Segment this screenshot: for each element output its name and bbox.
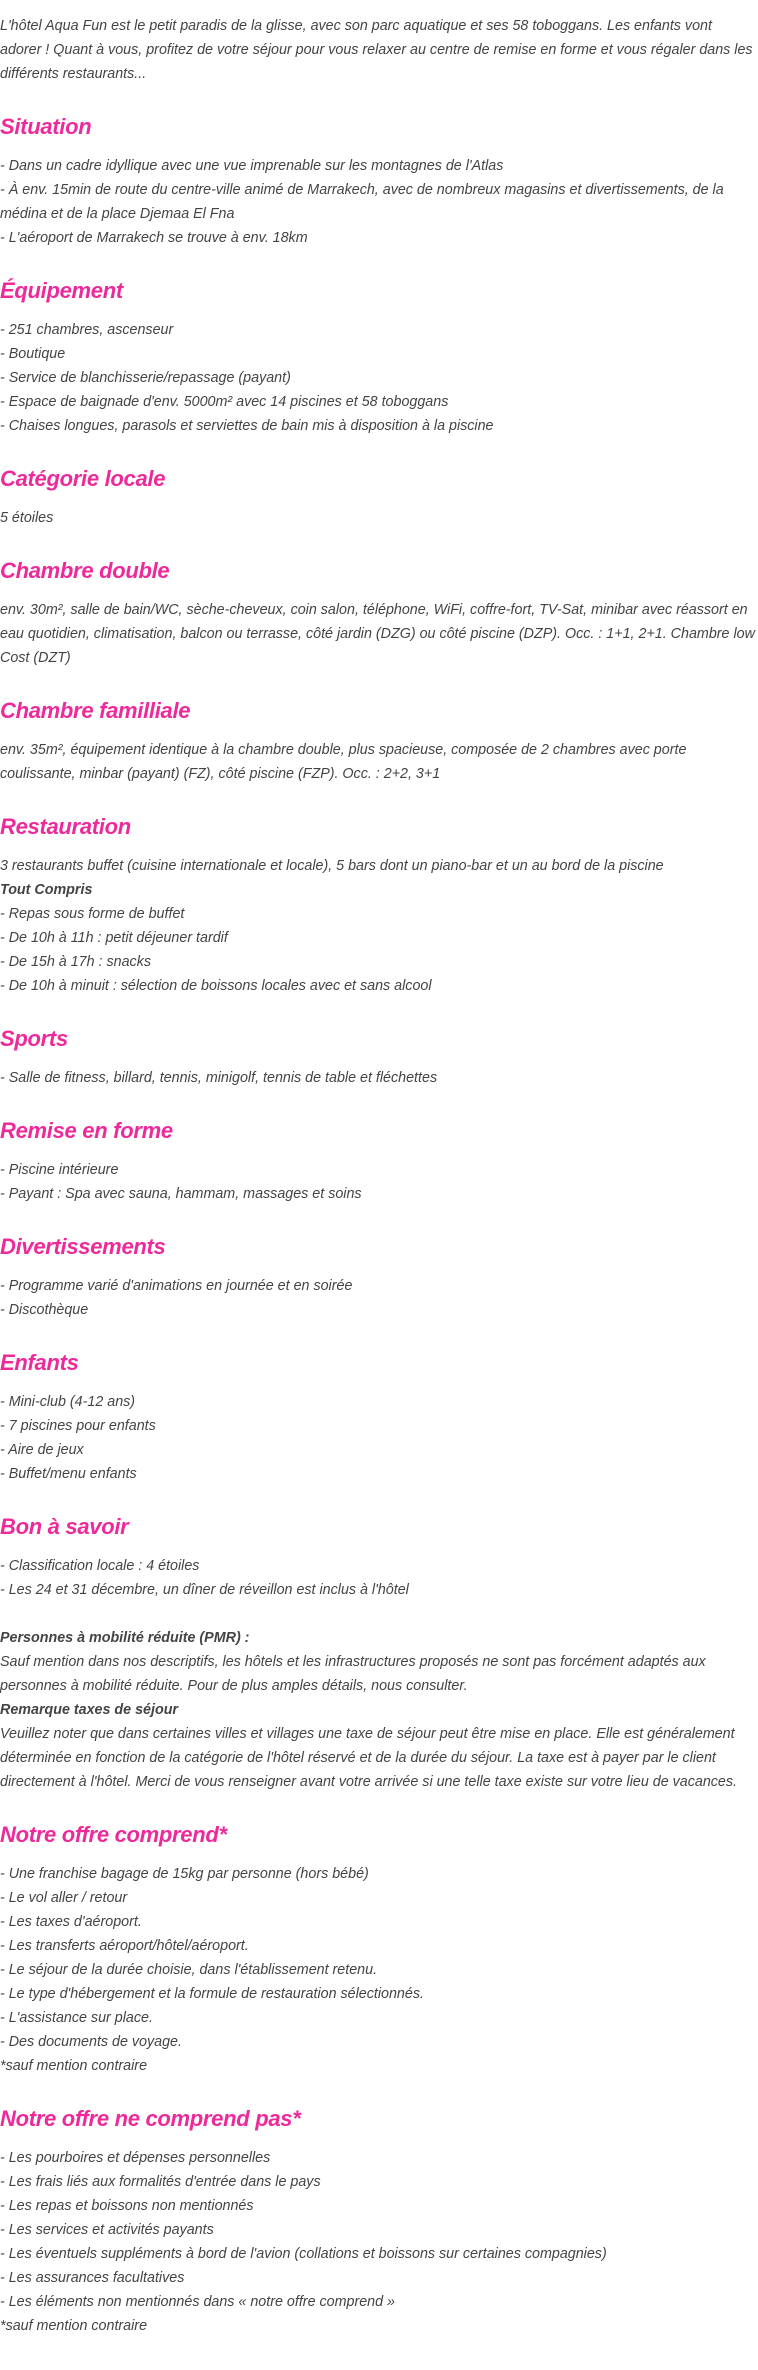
spacer — [0, 1602, 758, 1626]
section-body — [0, 738, 758, 786]
list-item: - Boutique — [0, 346, 66, 362]
list-item: - 7 piscines pour enfants — [0, 1418, 156, 1434]
list-item: - Service de blanchisserie/repassage (payant) — [0, 370, 291, 386]
list-item: - Aire de jeux — [0, 1442, 84, 1458]
list-item: - Le séjour de la durée choisie, dans l'établissement retenu. — [0, 1962, 378, 1978]
section-heading: Chambre double — [0, 558, 170, 583]
section-body — [0, 1390, 758, 1486]
list-item: - Une franchise bagage de 15kg par personne (hors bébé) — [0, 1866, 369, 1882]
list-item: - Le type d'hébergement et la formule de restauration sélectionnés. — [0, 1986, 424, 2002]
list-item: - Discothèque — [0, 1302, 89, 1318]
list-item: - À env. 15min de route du centre-ville animé de Marrakech, avec de nombreux magasins et divertissements, de la médina et de la place Djemaa El Fna — [0, 182, 724, 222]
list-item: - Dans un cadre idyllique avec une vue imprenable sur les montagnes de l'Atlas — [0, 158, 504, 174]
section-sports — [0, 1024, 758, 1090]
section-heading: Catégorie locale — [0, 466, 166, 491]
paragraph: Veuillez noter que dans certaines villes et villages une taxe de séjour peut être mise en place. Elle est généralement déterminée en fonction de la catégorie de l'hôtel réservé et de la durée du séjour. La taxe est à payer par le client directement à l'hôtel. Merci de vous renseigner avant votre arrivée si une telle taxe existe sur votre lieu de vacances. — [0, 1726, 738, 1790]
section-categorie-locale — [0, 464, 758, 530]
list-item: - Les services et activités payants — [0, 2222, 214, 2238]
subheading: Personnes à mobilité réduite (PMR) : — [0, 1630, 250, 1646]
list-item: - Les frais liés aux formalités d'entrée dans le pays — [0, 2174, 321, 2190]
paragraph: Sauf mention dans nos descriptifs, les hôtels et les infrastructures proposés ne sont pas forcément adaptés aux personnes à mobilité réduite. Pour de plus amples détails, nous consulter. — [0, 1654, 706, 1694]
section-heading: Notre offre comprend* — [0, 1822, 227, 1847]
list-item: - Les repas et boissons non mentionnés — [0, 2198, 254, 2214]
list-item: - Buffet/menu enfants — [0, 1466, 137, 1482]
list-item: - De 10h à minuit : sélection de boissons locales avec et sans alcool — [0, 978, 432, 994]
section-notre-offre-ne-comprend-pas — [0, 2104, 758, 2338]
subheading: Tout Compris — [0, 882, 93, 898]
section-bon-a-savoir — [0, 1512, 758, 1794]
list-item: - Repas sous forme de buffet — [0, 906, 185, 922]
list-item: - Des documents de voyage. — [0, 2034, 182, 2050]
list-item: - Les assurances facultatives — [0, 2270, 185, 2286]
section-heading: Divertissements — [0, 1234, 166, 1259]
section-enfants — [0, 1348, 758, 1486]
section-body — [0, 598, 758, 670]
list-item: - Les taxes d'aéroport. — [0, 1914, 142, 1930]
list-item: - De 15h à 17h : snacks — [0, 954, 151, 970]
section-heading: Notre offre ne comprend pas* — [0, 2106, 301, 2131]
list-item: - L'assistance sur place. — [0, 2010, 153, 2026]
list-item: - Payant : Spa avec sauna, hammam, massages et soins — [0, 1186, 362, 1202]
list-item: - De 10h à 11h : petit déjeuner tardif — [0, 930, 228, 946]
sections-container — [0, 112, 758, 2338]
section-body — [0, 1274, 758, 1322]
section-body — [0, 1066, 758, 1090]
section-heading: Sports — [0, 1026, 68, 1051]
section-heading: Enfants — [0, 1350, 79, 1375]
list-item: - L'aéroport de Marrakech se trouve à env. 18km — [0, 230, 308, 246]
section-body — [0, 154, 758, 250]
list-item: - Salle de fitness, billard, tennis, minigolf, tennis de table et fléchettes — [0, 1070, 438, 1086]
list-item: - Programme varié d'animations en journée et en soirée — [0, 1278, 353, 1294]
list-item: - Espace de baignade d'env. 5000m² avec 14 piscines et 58 toboggans — [0, 394, 449, 410]
list-item: - Chaises longues, parasols et serviettes de bain mis à disposition à la piscine — [0, 418, 494, 434]
list-item: - Les éventuels suppléments à bord de l'avion (collations et boissons sur certaines compagnies) — [0, 2246, 607, 2262]
paragraph: env. 35m², équipement identique à la chambre double, plus spacieuse, composée de 2 chambres avec porte coulissante, minbar (payant) (FZ), côté piscine (FZP). Occ. : 2+2, 3+1 — [0, 742, 687, 782]
section-divertissements — [0, 1232, 758, 1322]
section-situation — [0, 112, 758, 250]
list-item: - Classification locale : 4 étoiles — [0, 1558, 200, 1574]
list-item: - Le vol aller / retour — [0, 1890, 128, 1906]
section-heading: Bon à savoir — [0, 1514, 129, 1539]
section-body — [0, 1158, 758, 1206]
list-item: - 251 chambres, ascenseur — [0, 322, 174, 338]
section-body — [0, 1862, 758, 2078]
intro-text: L'hôtel Aqua Fun est le petit paradis de la glisse, avec son parc aquatique et ses 58 toboggans. Les enfants vont adorer ! Quant à vous, profitez de votre séjour pour vous relaxer au centre de remise en forme et vous régaler dans les différents restaurants... — [0, 18, 753, 82]
section-body — [0, 318, 758, 438]
list-item: - Les 24 et 31 décembre, un dîner de réveillon est inclus à l'hôtel — [0, 1582, 409, 1598]
section-heading: Équipement — [0, 278, 123, 303]
section-body — [0, 1554, 758, 1794]
list-item: - Mini-club (4-12 ans) — [0, 1394, 136, 1410]
section-body — [0, 854, 758, 998]
section-heading: Situation — [0, 114, 92, 139]
list-item: - Les pourboires et dépenses personnelles — [0, 2150, 271, 2166]
section-heading: Chambre familliale — [0, 698, 191, 723]
section-body — [0, 506, 758, 530]
paragraph: *sauf mention contraire — [0, 2318, 148, 2334]
section-notre-offre-comprend — [0, 1820, 758, 2078]
section-restauration — [0, 812, 758, 998]
section-chambre-double — [0, 556, 758, 670]
paragraph: env. 30m², salle de bain/WC, sèche-cheveux, coin salon, téléphone, WiFi, coffre-fort, TV-Sat, minibar avec réassort en eau quotidien, climatisation, balcon ou terrasse, côté jardin (DZG) ou côté piscine (DZP). Occ. : 1+1, 2+1. Chambre low Cost (DZT) — [0, 602, 755, 666]
list-item: - Les transferts aéroport/hôtel/aéroport. — [0, 1938, 249, 1954]
paragraph: 5 étoiles — [0, 510, 54, 526]
paragraph: 3 restaurants buffet (cuisine internationale et locale), 5 bars dont un piano-bar et un au bord de la piscine — [0, 858, 664, 874]
section-body — [0, 2146, 758, 2338]
subheading: Remarque taxes de séjour — [0, 1702, 178, 1718]
section-heading: Restauration — [0, 814, 131, 839]
list-item: - Piscine intérieure — [0, 1162, 119, 1178]
paragraph: *sauf mention contraire — [0, 2058, 148, 2074]
section-remise-en-forme — [0, 1116, 758, 1206]
section-equipement — [0, 276, 758, 438]
section-chambre-familliale — [0, 696, 758, 786]
section-heading: Remise en forme — [0, 1118, 173, 1143]
list-item: - Les éléments non mentionnés dans « notre offre comprend » — [0, 2294, 395, 2310]
